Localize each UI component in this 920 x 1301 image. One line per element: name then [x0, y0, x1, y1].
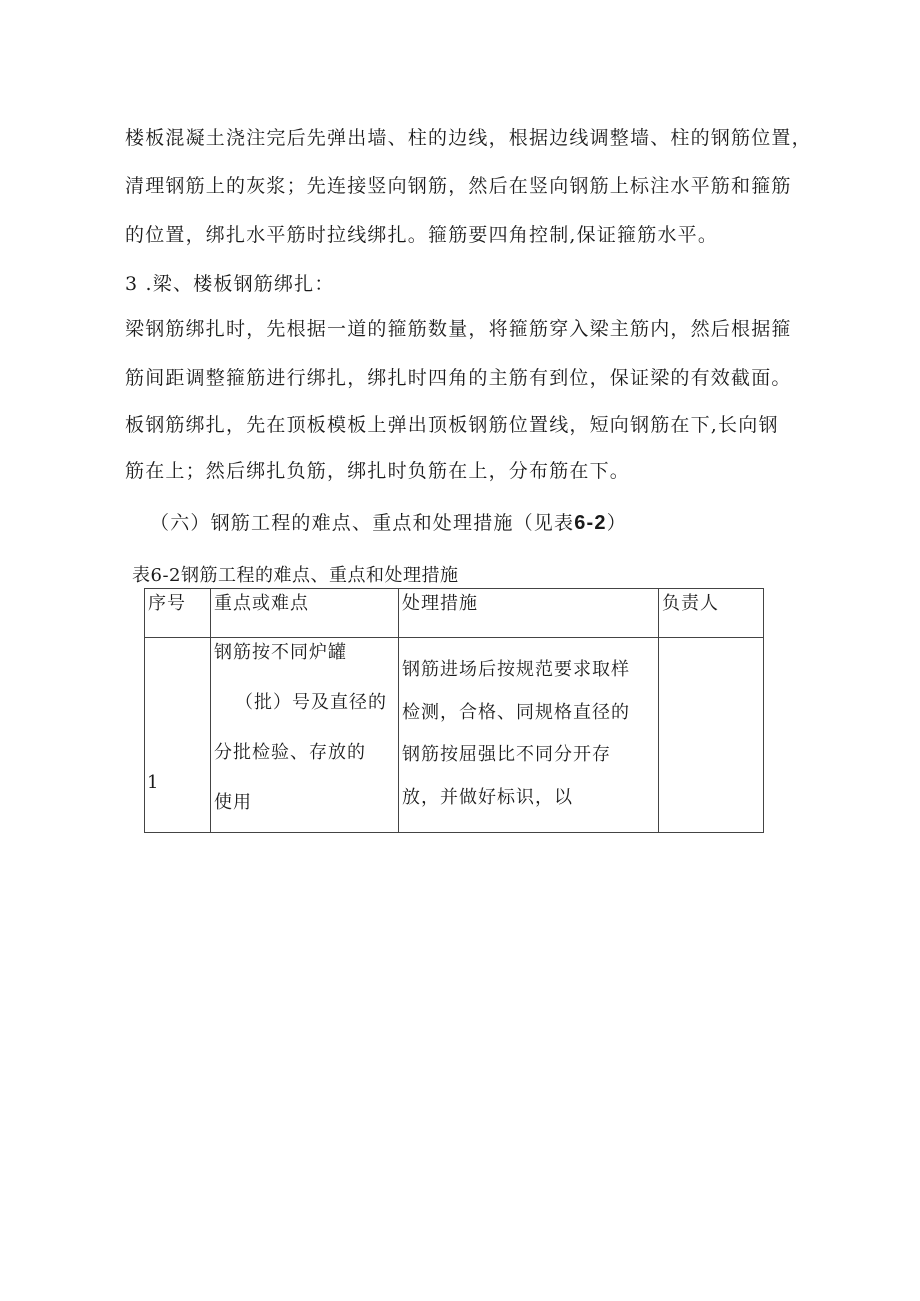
cell-owner: [659, 638, 764, 833]
measures-table: [144, 588, 764, 833]
paragraph-line: 的位置，绑扎水平筋时拉线绑扎。箍筋要四角控制,保证箍筋水平。: [125, 224, 719, 246]
table-row: [145, 638, 764, 833]
header-cell-owner: 负责人: [659, 589, 764, 638]
table-caption: 表6-2钢筋工程的难点、重点和处理措施: [132, 565, 459, 586]
section-heading-text: （六）钢筋工程的难点、重点和处理措施（见表: [150, 512, 575, 534]
paragraph-line: 清理钢筋上的灰浆；先连接竖向钢筋，然后在竖向钢筋上标注水平筋和箍筋: [125, 175, 792, 197]
paragraph-line: 筋间距调整箍筋进行绑扎，绑扎时四角的主筋有到位，保证梁的有效截面。: [125, 367, 792, 389]
table-reference: 6-2: [574, 512, 607, 534]
section-heading: [150, 509, 627, 537]
header-cell-measure: 处理措施: [399, 589, 659, 638]
paragraph-line: 楼板混凝土浇注完后先弹出墙、柱的边线，根据边线调整墙、柱的钢筋位置，: [125, 127, 812, 149]
paragraph-line: 板钢筋绑扎，先在顶板模板上弹出顶板钢筋位置线，短向钢筋在下,长向钢: [125, 414, 779, 436]
paragraph-line: 梁钢筋绑扎时，先根据一道的箍筋数量，将箍筋穿入梁主筋内，然后根据箍: [125, 318, 792, 340]
subsection-heading: 3 .梁、楼板钢筋绑扎：: [125, 273, 335, 295]
header-cell-key-point: 重点或难点: [211, 589, 399, 638]
section-heading-close: ）: [606, 512, 627, 534]
paragraph-line: 筋在上；然后绑扎负筋，绑扎时负筋在上，分布筋在下。: [125, 460, 631, 482]
cell-no: 1: [145, 638, 211, 833]
header-cell-no: 序号: [145, 589, 211, 638]
cell-key-point: 钢筋按不同炉罐 （批）号及直径的 分批检验、存放的 使用: [211, 638, 399, 833]
cell-measure: 钢筋进场后按规范要求取样 检测，合格、同规格直径的 钢筋按屈强比不同分开存 放，并做好标识，以: [399, 638, 659, 833]
